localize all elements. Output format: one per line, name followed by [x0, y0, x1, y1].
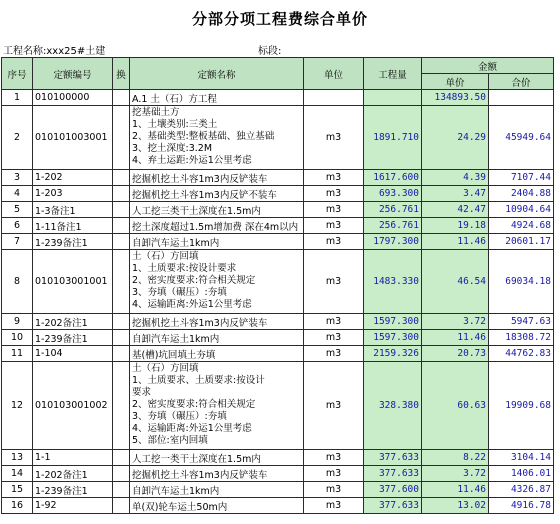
table-row	[2, 314, 554, 330]
unit-price-cell: 60.63	[422, 362, 489, 450]
unit-price-cell: 11.46	[422, 330, 489, 346]
quantity-cell: 1597.300	[364, 330, 422, 346]
swap-cell	[113, 202, 130, 218]
table-row	[2, 186, 554, 202]
code-cell: 010100000	[33, 90, 113, 106]
unit-cell: m3	[304, 466, 364, 482]
seq-cell: 8	[2, 250, 33, 314]
name-line: 挖掘机挖土斗容1m3内反铲装车	[132, 173, 268, 185]
header-unit: 单位	[304, 58, 364, 90]
name-line: 2、密实度要求:符合相关规定	[132, 275, 256, 286]
table-row	[2, 218, 554, 234]
seq-cell: 12	[2, 362, 33, 450]
table-row	[2, 482, 554, 498]
total-cell: 18308.72	[489, 330, 554, 346]
code-cell: 010103001002	[33, 362, 113, 450]
table-row	[2, 234, 554, 250]
total-cell: 4326.87	[489, 482, 554, 498]
seq-cell: 10	[2, 330, 33, 346]
swap-cell	[113, 218, 130, 234]
name-cell	[130, 314, 304, 330]
name-cell	[130, 170, 304, 186]
code-cell: 1-203	[33, 186, 113, 202]
unit-price-cell: 19.18	[422, 218, 489, 234]
swap-cell	[113, 106, 130, 170]
total-cell: 4924.68	[489, 218, 554, 234]
name-line: 自卸汽车运土1km内	[132, 485, 220, 497]
unit-price-cell: 13.02	[422, 498, 489, 514]
seq-cell: 1	[2, 90, 33, 106]
header-unit-price: 单价	[422, 74, 489, 90]
page-title: 分部分项工程费综合单价	[191, 10, 368, 28]
quantity-cell: 377.633	[364, 466, 422, 482]
quantity-cell: 1483.330	[364, 250, 422, 314]
code-cell: 010101003001	[33, 106, 113, 170]
name-cell	[130, 330, 304, 346]
header-code: 定额编号	[33, 58, 113, 90]
name-line: 自卸汽车运土1km内	[132, 237, 220, 249]
name-line: 土（石）方回填	[132, 363, 199, 374]
unit-price-cell: 42.47	[422, 202, 489, 218]
cost-table	[1, 57, 554, 514]
table-row	[2, 346, 554, 362]
name-line: 基(槽)坑回填土夯填	[132, 349, 216, 361]
name-line: 人工挖三类干土深度在1.5m内	[132, 205, 261, 217]
code-cell: 1-239备注1	[33, 330, 113, 346]
name-cell	[130, 498, 304, 514]
swap-cell	[113, 250, 130, 314]
swap-cell	[113, 314, 130, 330]
table-row	[2, 90, 554, 106]
total-cell: 20601.17	[489, 234, 554, 250]
name-line: 1、土质要求、土质要求:按设计	[132, 375, 265, 386]
name-cell	[130, 106, 304, 170]
seq-cell: 3	[2, 170, 33, 186]
total-cell: 4916.78	[489, 498, 554, 514]
unit-cell: m3	[304, 314, 364, 330]
table-row	[2, 330, 554, 346]
unit-price-cell: 3.47	[422, 186, 489, 202]
seq-cell: 15	[2, 482, 33, 498]
total-cell: 3104.14	[489, 450, 554, 466]
quantity-cell: 256.761	[364, 202, 422, 218]
total-cell: 5947.63	[489, 314, 554, 330]
swap-cell	[113, 170, 130, 186]
unit-cell: m3	[304, 186, 364, 202]
code-cell: 1-92	[33, 498, 113, 514]
name-line: 3、夯填（碾压）:夯填	[132, 287, 227, 298]
code-cell: 1-202	[33, 170, 113, 186]
unit-cell: m3	[304, 498, 364, 514]
code-cell: 010103001001	[33, 250, 113, 314]
table-row	[2, 466, 554, 482]
name-line: 2、基础类型:整板基础、独立基础	[132, 131, 275, 142]
name-cell	[130, 202, 304, 218]
total-cell: 7107.44	[489, 170, 554, 186]
name-line: 土（石）方回填	[132, 251, 199, 262]
name-line: 4、运输距离:外运1公里考虑	[132, 299, 252, 310]
unit-cell: m3	[304, 170, 364, 186]
name-cell	[130, 250, 304, 314]
total-cell: 69034.18	[489, 250, 554, 314]
quantity-cell: 377.633	[364, 450, 422, 466]
swap-cell	[113, 466, 130, 482]
total-cell: 2404.88	[489, 186, 554, 202]
quantity-cell	[364, 90, 422, 106]
name-line: A.1 土（石）方工程	[132, 93, 217, 105]
swap-cell	[113, 90, 130, 106]
quantity-cell: 1617.600	[364, 170, 422, 186]
unit-price-cell: 20.73	[422, 346, 489, 362]
header-total: 合价	[489, 74, 554, 90]
header-swap: 换	[113, 58, 130, 90]
code-cell: 1-202备注1	[33, 466, 113, 482]
quantity-cell: 377.633	[364, 498, 422, 514]
swap-cell	[113, 498, 130, 514]
code-cell: 1-202备注1	[33, 314, 113, 330]
code-cell: 1-239备注1	[33, 482, 113, 498]
unit-cell: m3	[304, 234, 364, 250]
unit-cell: m3	[304, 202, 364, 218]
table-row	[2, 106, 554, 170]
unit-price-cell: 46.54	[422, 250, 489, 314]
code-cell: 1-11备注1	[33, 218, 113, 234]
table-row	[2, 202, 554, 218]
table-row	[2, 498, 554, 514]
quantity-cell: 2159.326	[364, 346, 422, 362]
name-line: 2、密实度要求:符合相关规定	[132, 399, 256, 410]
table-row	[2, 250, 554, 314]
header-name: 定额名称	[130, 58, 304, 90]
total-cell: 19909.68	[489, 362, 554, 450]
quantity-cell: 1891.710	[364, 106, 422, 170]
name-cell	[130, 346, 304, 362]
quantity-cell: 328.380	[364, 362, 422, 450]
seq-cell: 4	[2, 186, 33, 202]
name-line: 人工挖一类干土深度在1.5m内	[132, 453, 261, 465]
name-line: 1、土质要求:按设计要求	[132, 263, 237, 274]
name-cell	[130, 218, 304, 234]
quantity-cell: 693.300	[364, 186, 422, 202]
section-label: 标段:	[258, 46, 282, 57]
name-line: 1、土壤类别:三类土	[132, 119, 218, 130]
unit-price-cell: 3.72	[422, 314, 489, 330]
swap-cell	[113, 482, 130, 498]
name-line: 挖土深度超过1.5m增加费 深在4m以内	[132, 221, 299, 233]
quantity-cell: 1797.300	[364, 234, 422, 250]
unit-cell	[304, 90, 364, 106]
total-cell: 45949.64	[489, 106, 554, 170]
swap-cell	[113, 234, 130, 250]
name-line: 挖掘机挖土斗容1m3内反铲装车	[132, 317, 268, 329]
unit-cell: m3	[304, 218, 364, 234]
seq-cell: 14	[2, 466, 33, 482]
unit-price-cell: 4.39	[422, 170, 489, 186]
seq-cell: 11	[2, 346, 33, 362]
seq-cell: 6	[2, 218, 33, 234]
name-line: 3、挖土深度:3.2M	[132, 143, 213, 154]
seq-cell: 7	[2, 234, 33, 250]
name-cell	[130, 482, 304, 498]
unit-cell: m3	[304, 106, 364, 170]
name-line: 自卸汽车运土1km内	[132, 333, 220, 345]
name-cell	[130, 362, 304, 450]
unit-price-cell: 134893.50	[422, 90, 489, 106]
header-amount: 金额	[422, 58, 554, 74]
code-cell: 1-104	[33, 346, 113, 362]
name-line: 挖基础土方	[132, 107, 180, 118]
total-cell: 44762.83	[489, 346, 554, 362]
unit-price-cell: 3.72	[422, 466, 489, 482]
swap-cell	[113, 346, 130, 362]
name-line: 4、弃土运距:外运1公里考虑	[132, 155, 252, 166]
name-cell	[130, 450, 304, 466]
header-qty: 工程量	[364, 58, 422, 90]
seq-cell: 16	[2, 498, 33, 514]
code-cell: 1-239备注1	[33, 234, 113, 250]
unit-price-cell: 11.46	[422, 482, 489, 498]
seq-cell: 2	[2, 106, 33, 170]
swap-cell	[113, 450, 130, 466]
name-line: 4、运输距离:外运1公里考虑	[132, 423, 252, 434]
unit-price-cell: 11.46	[422, 234, 489, 250]
seq-cell: 9	[2, 314, 33, 330]
quantity-cell: 256.761	[364, 218, 422, 234]
name-cell	[130, 234, 304, 250]
unit-cell: m3	[304, 450, 364, 466]
swap-cell	[113, 330, 130, 346]
name-line: 挖掘机挖土斗容1m3内反铲不装车	[132, 189, 277, 201]
unit-price-cell: 8.22	[422, 450, 489, 466]
swap-cell	[113, 186, 130, 202]
name-line: 5、部位:室内回填	[132, 435, 208, 446]
table-body	[2, 90, 554, 514]
swap-cell	[113, 362, 130, 450]
table-row	[2, 450, 554, 466]
code-cell: 1-1	[33, 450, 113, 466]
seq-cell: 13	[2, 450, 33, 466]
total-cell: 1406.01	[489, 466, 554, 482]
unit-cell: m3	[304, 250, 364, 314]
table-row	[2, 362, 554, 450]
name-line: 要求	[132, 387, 152, 398]
name-line: 3、夯填（碾压）:夯填	[132, 411, 227, 422]
unit-cell: m3	[304, 362, 364, 450]
project-name: 工程名称:xxx25#土建	[3, 46, 106, 57]
unit-cell: m3	[304, 330, 364, 346]
name-line: 挖掘机挖土斗容1m3内反铲装车	[132, 469, 268, 481]
quantity-cell: 377.600	[364, 482, 422, 498]
total-cell: 10904.64	[489, 202, 554, 218]
unit-price-cell: 24.29	[422, 106, 489, 170]
code-cell: 1-3备注1	[33, 202, 113, 218]
quantity-cell: 1597.300	[364, 314, 422, 330]
total-cell	[489, 90, 554, 106]
header-seq: 序号	[2, 58, 33, 90]
unit-cell: m3	[304, 346, 364, 362]
seq-cell: 5	[2, 202, 33, 218]
name-cell	[130, 90, 304, 106]
name-line: 单(双)轮车运土50m内	[132, 501, 228, 513]
name-cell	[130, 466, 304, 482]
name-cell	[130, 186, 304, 202]
unit-cell: m3	[304, 482, 364, 498]
table-row	[2, 170, 554, 186]
